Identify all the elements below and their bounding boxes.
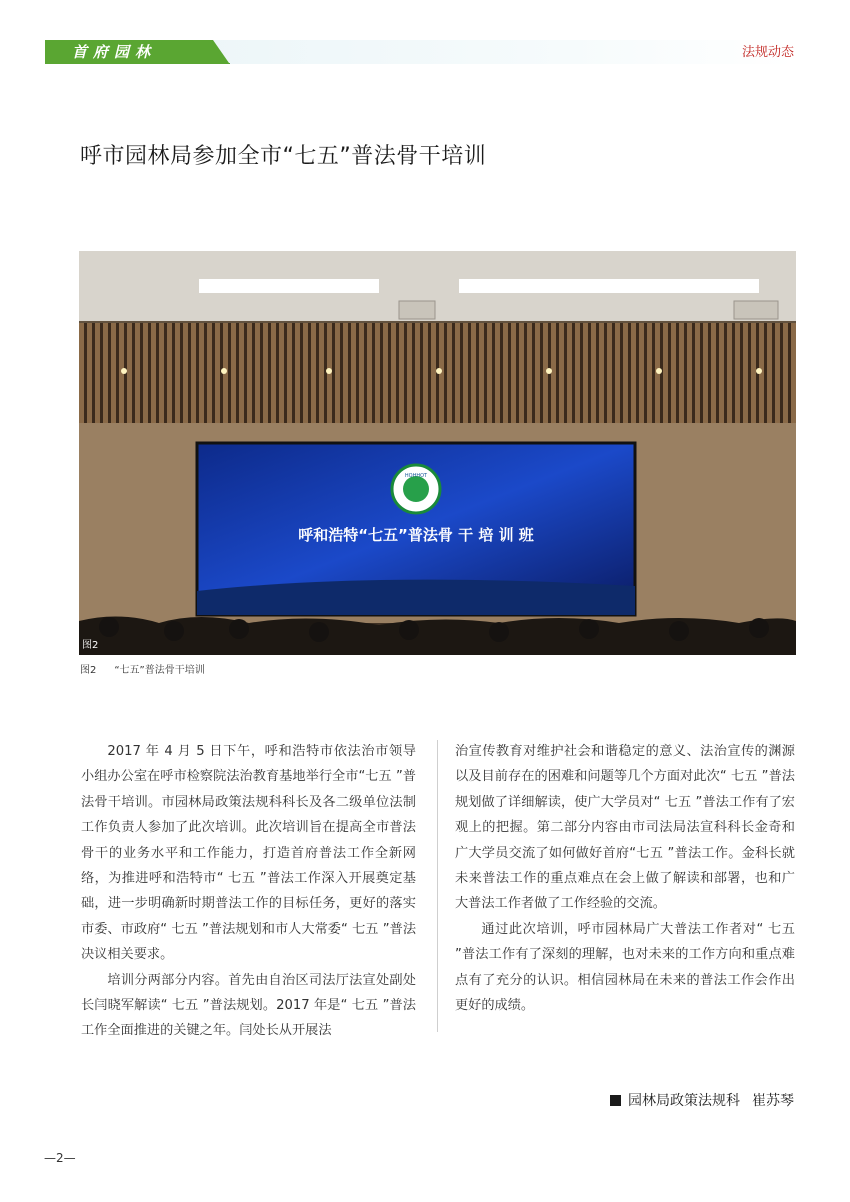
article-column-right — [455, 739, 795, 1018]
square-bullet-icon — [610, 1095, 621, 1106]
training-photo — [79, 251, 796, 655]
photo-corner-label: 图2 — [82, 640, 99, 651]
paragraph: 培训分两部分内容。首先由自治区司法厅法宣处副处长闫晓军解读“ 七五 ”普法规划。2017 年是“ 七五 ”普法工作全面推进的关键之年。闫处长从开展法 — [81, 972, 416, 1039]
author-dept: 园林局政策法规科 — [628, 1093, 740, 1109]
article-title: 呼市园林局参加全市“七五”普法骨干培训 — [80, 144, 487, 169]
section-label: 法规动态 — [741, 45, 794, 60]
paragraph: 通过此次培训，呼市园林局广大普法工作者对“ 七五 ”普法工作有了深刻的理解，也对未来的工作方向和重点难点有了充分的认识。相信园林局在未来的普法工作会作出更好的成绩。 — [455, 921, 795, 1014]
article-column-left — [81, 739, 416, 1044]
brand-name: 首府园林 — [72, 43, 157, 61]
column-divider — [437, 740, 438, 1032]
photo-caption — [80, 661, 205, 676]
screen-banner-text: 呼和浩特“七五”普法骨 干 培 训 班 — [298, 526, 534, 544]
paragraph-continued: 治宣传教育对维护社会和谐稳定的意义、法治宣传的渊源以及目前存在的困难和问题等几个方面对此次“ 七五 ”普法规划做了详细解读，使广大学员对“ 七五 ”普法工作有了宏观上的把握。第二部分内容由市司法局法宣科科长金奇和广大学员交流了如何做好首府“七五 ”普法工作。金科长就未来普法工作的重点难点在会上做了解读和部署，也和广大普法工作者做了工作经验的交流。 — [455, 744, 795, 912]
paragraph: 2017 年 4 月 5 日下午，呼和浩特市依法治市领导小组办公室在呼市检察院法治教育基地举行全市“七五 ”普法骨干培训。市园林局政策法规科科长及各二级单位法制工作负责人参加了此次培训。此次培训旨在提高全市普法骨干的业务水平和工作能力，打造首府普法工作全新网络，为推进呼和浩特市“ 七五 ”普法工作深入开展奠定基础，进一步明确新时期普法工作的目标任务，更好的落实市委、市政府“ 七五 ”普法规划和市人大常委“ 七五 ”普法决议相关要求。 — [81, 744, 416, 963]
caption-text: “七五”普法骨干培训 — [114, 665, 205, 676]
screen-logo-text: HOHHOT — [404, 473, 428, 479]
author-name: 崔苏琴 — [752, 1093, 794, 1109]
caption-number: 图2 — [80, 665, 97, 676]
training-photo-scene — [79, 251, 796, 655]
page-number: —2— — [44, 1151, 76, 1165]
author-line — [610, 1090, 794, 1110]
